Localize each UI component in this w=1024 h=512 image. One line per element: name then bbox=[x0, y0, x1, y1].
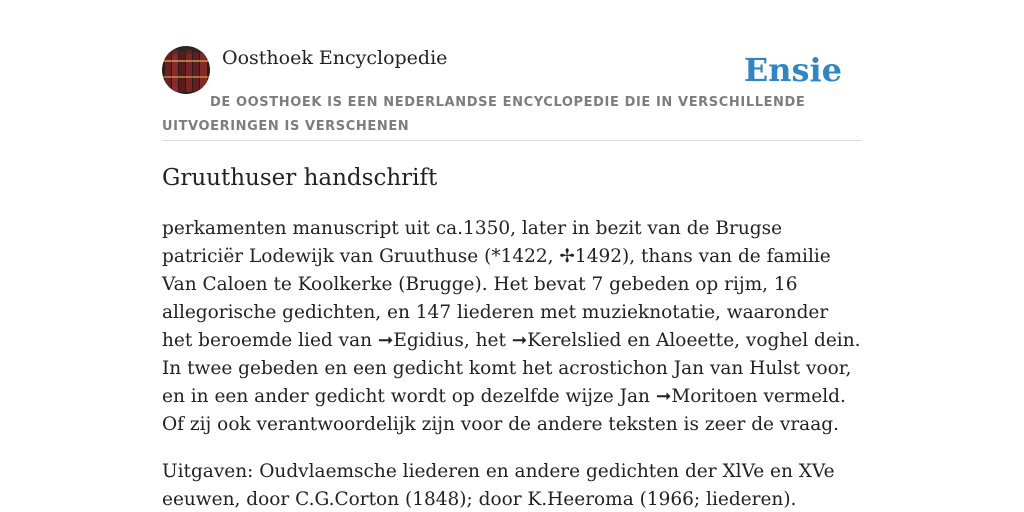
avatar[interactable] bbox=[162, 46, 210, 94]
article-paragraph bbox=[162, 215, 862, 439]
encyclopedia-books-icon bbox=[162, 46, 210, 94]
link-egidius[interactable]: ➞Egidius bbox=[377, 330, 464, 351]
article-body bbox=[162, 215, 862, 512]
paragraph-text: vermeld. Of zij ook verantwoordelijk zijn voor de andere teksten is zeer de vraag. bbox=[162, 386, 846, 435]
article-paragraph-editions: Uitgaven: Oudvlaemsche liederen en andere gedichten der XlVe en XVe eeuwen, door C.G.Corton (1848); door K.Heeroma (1966; liederen). bbox=[162, 461, 835, 510]
header bbox=[162, 46, 862, 141]
brand-logo[interactable]: Ensie bbox=[743, 51, 842, 89]
site-tagline: DE OOSTHOEK IS EEN NEDERLANDSE ENCYCLOPEDIE DIE IN VERSCHILLENDE UITVOERINGEN IS VERSCHENEN bbox=[162, 95, 806, 134]
link-kerelslied[interactable]: ➞Kerelslied bbox=[511, 330, 622, 351]
site-title[interactable]: Oosthoek Encyclopedie bbox=[222, 47, 448, 69]
paragraph-text: , het bbox=[463, 330, 512, 351]
paragraph-text: perkamenten manuscript uit ca.1350, later in bezit van de Brugse patriciër Lodewijk van Gruuthuse (*1422, ✢1492), thans van de familie Van Caloen te Koolkerke (Brugge). Het bevat 7 gebeden op rijm, 16 allegorische gedichten, en 147 liederen met muzieknotatie, waaronder het beroemde lied van bbox=[162, 218, 831, 351]
article-title: Gruuthuser handschrift bbox=[162, 165, 438, 191]
link-moritoen[interactable]: ➞Moritoen bbox=[655, 386, 758, 407]
paragraph-text: en Aloeette, voghel dein. In twee gebeden en een gedicht komt het acrostichon Jan van Hulst voor, en in een ander gedicht wordt op dezelfde wijze Jan bbox=[162, 330, 861, 407]
